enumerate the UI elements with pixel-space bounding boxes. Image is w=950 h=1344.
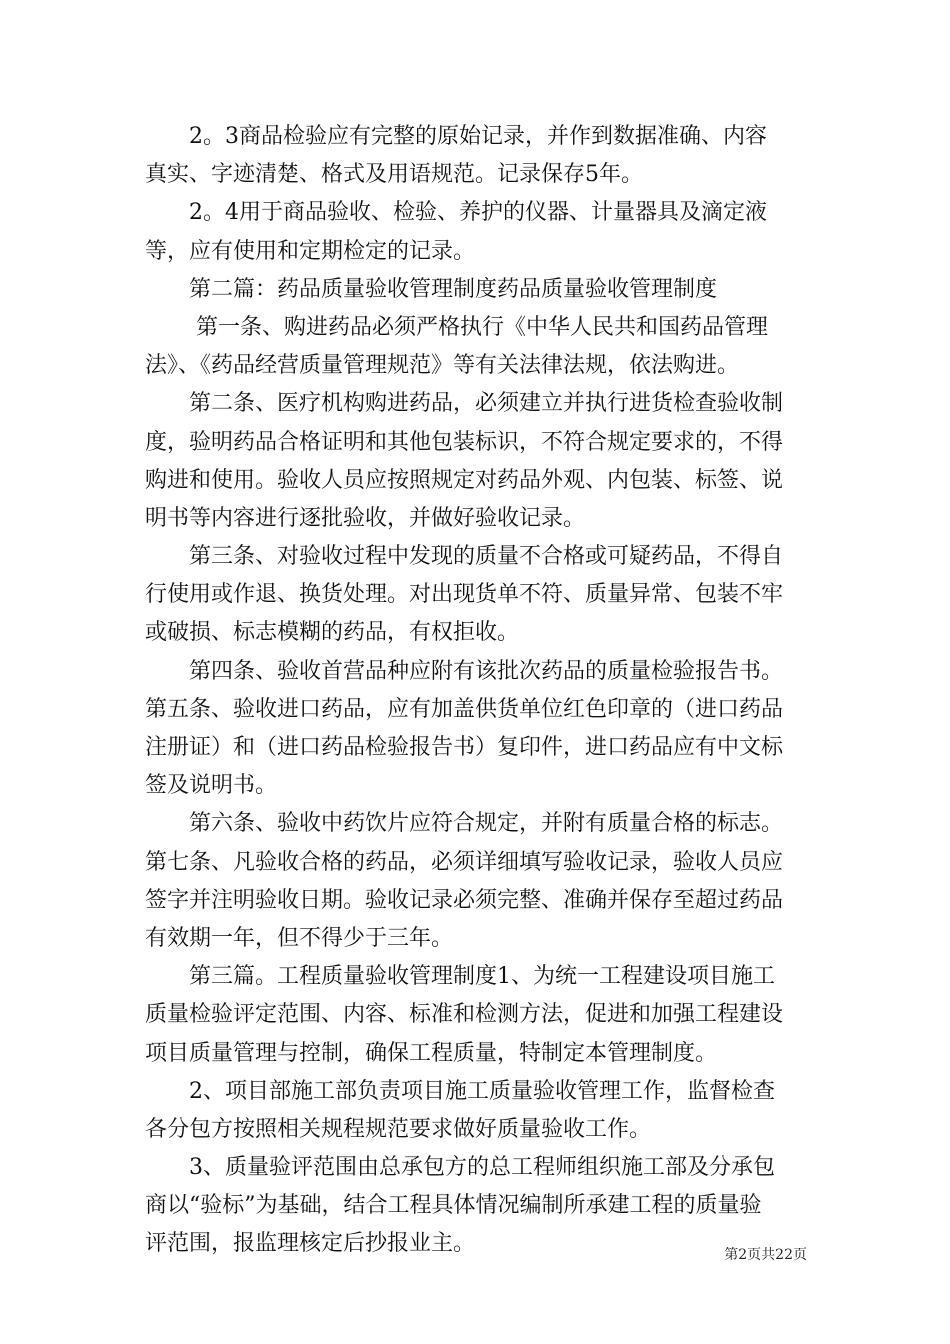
section-heading: 第二篇：药品质量验收管理制度药品质量验收管理制度: [145, 276, 718, 302]
text-line: 第二条、医疗机构购进药品，必须建立并执行进货检查验收制: [145, 391, 784, 417]
text-line: 明书等内容进行逐批验收，并做好验收记录。: [145, 505, 586, 531]
text-line: 行使用或作退、换货处理。对出现货单不符、质量异常、包装不牢: [145, 582, 784, 608]
text-line: 第四条、验收首营品种应附有该批次药品的质量检验报告书。: [145, 658, 784, 684]
text-line: 2。3商品检验应有完整的原始记录，并作到数据准确、内容: [145, 124, 767, 149]
text-line: 第一条、购进药品必须严格执行《中华人民共和国药品管理: [145, 314, 768, 340]
text-line: 2、项目部施工部负责项目施工质量验收管理工作，监督检查: [145, 1078, 775, 1104]
text-line: 真实、字迹清楚、格式及用语规范。记录保存5年。: [145, 162, 643, 188]
text-line: 购进和使用。验收人员应按照规定对药品外观、内包装、标签、说: [145, 467, 784, 493]
text-line: 项目质量管理与控制，确保工程质量，特制定本管理制度。: [145, 1040, 718, 1066]
section-heading: 第三篇。工程质量验收管理制度1、为统一工程建设项目施工: [145, 964, 775, 990]
text-line: 第七条、凡验收合格的药品，必须详细填写验收记录，验收人员应: [145, 849, 784, 875]
text-line: 第三条、对验收过程中发现的质量不合格或可疑药品，不得自: [145, 544, 784, 570]
text-line: 3、质量验评范围由总承包方的总工程师组织施工部及分承包: [145, 1155, 775, 1181]
text-line: 有效期一年，但不得少于三年。: [145, 925, 454, 951]
text-line: 法》、《药品经营质量管理规范》等有关法律法规，依法购进。: [145, 353, 740, 379]
text-line: 签及说明书。: [145, 773, 278, 799]
document-body: [145, 118, 807, 1264]
text-line: 各分包方按照相关规程规范要求做好质量验收工作。: [145, 1116, 652, 1142]
text-line: 注册证）和（进口药品检验报告书）复印件，进口药品应有中文标: [145, 735, 784, 760]
text-line: 第五条、验收进口药品，应有加盖供货单位红色印章的（进口药品: [145, 696, 784, 722]
text-line: 第六条、验收中药饮片应符合规定，并附有质量合格的标志。: [145, 811, 784, 837]
text-line: 度，验明药品合格证明和其他包装标识，不符合规定要求的，不得: [145, 429, 784, 455]
text-line: 等，应有使用和定期检定的记录。: [145, 238, 476, 264]
page-number: 第2页共22页: [724, 1247, 807, 1263]
text-line: 签字并注明验收日期。验收记录必须完整、准确并保存至超过药品: [145, 887, 784, 913]
text-line: 或破损、标志模糊的药品，有权拒收。: [145, 620, 520, 646]
text-line: 商以“验标”为基础，结合工程具体情况编制所承建工程的质量验: [145, 1193, 762, 1219]
text-line: 质量检验评定范围、内容、标准和检测方法，促进和加强工程建设: [145, 1002, 784, 1028]
text-line: 2。4用于商品验收、检验、养护的仪器、计量器具及滴定液: [145, 200, 767, 226]
text-line: 评范围，报监理核定后抄报业主。: [145, 1231, 476, 1257]
